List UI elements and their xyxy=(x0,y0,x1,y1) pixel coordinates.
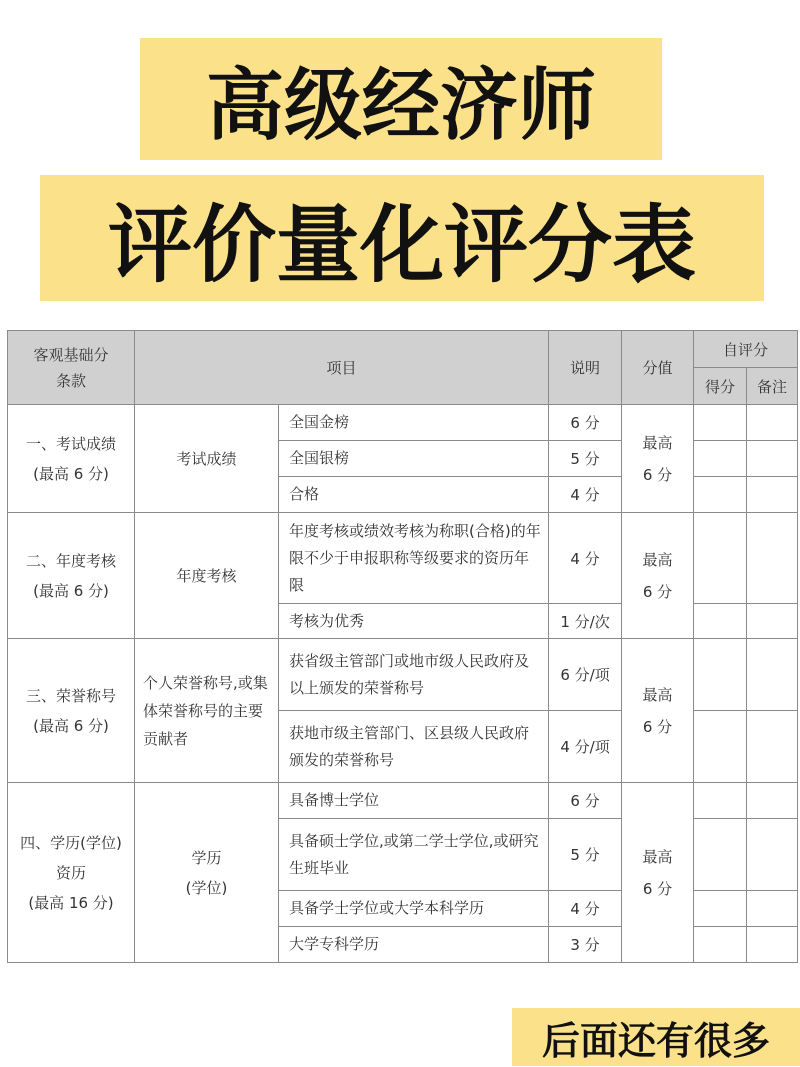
item-points: 4 分 xyxy=(549,477,622,513)
item-text: 考核为优秀 xyxy=(279,604,549,639)
item-text: 具备硕士学位,或第二学士学位,或研究生班毕业 xyxy=(279,819,549,891)
group-cell: 个人荣誉称号,或集体荣誉称号的主要贡献者 xyxy=(135,639,279,783)
max-score-cell: 最高 6 分 xyxy=(622,405,694,513)
group-cell: 学历 (学位) xyxy=(135,783,279,963)
self-score-cell[interactable] xyxy=(694,927,747,963)
remark-cell[interactable] xyxy=(747,513,798,604)
remark-cell[interactable] xyxy=(747,405,798,441)
header-clause: 客观基础分 条款 xyxy=(8,331,135,405)
remark-cell[interactable] xyxy=(747,783,798,819)
item-points: 4 分 xyxy=(549,891,622,927)
item-text: 获地市级主管部门、区县级人民政府颁发的荣誉称号 xyxy=(279,711,549,783)
item-points: 5 分 xyxy=(549,819,622,891)
self-score-cell[interactable] xyxy=(694,891,747,927)
item-text: 具备博士学位 xyxy=(279,783,549,819)
item-points: 6 分 xyxy=(549,405,622,441)
max-score-cell: 最高 6 分 xyxy=(622,783,694,963)
item-points: 6 分/项 xyxy=(549,639,622,711)
remark-cell[interactable] xyxy=(747,639,798,711)
item-points: 1 分/次 xyxy=(549,604,622,639)
max-score-cell: 最高 6 分 xyxy=(622,513,694,639)
header-desc: 说明 xyxy=(549,331,622,405)
footer-note: 后面还有很多 xyxy=(512,1008,800,1066)
self-score-cell[interactable] xyxy=(694,405,747,441)
category-cell: 一、考试成绩 (最高 6 分) xyxy=(8,405,135,513)
header-got-score: 得分 xyxy=(694,368,747,405)
scoring-table xyxy=(7,330,798,963)
remark-cell[interactable] xyxy=(747,891,798,927)
category-cell: 二、年度考核 (最高 6 分) xyxy=(8,513,135,639)
self-score-cell[interactable] xyxy=(694,819,747,891)
category-cell: 四、学历(学位) 资历 (最高 16 分) xyxy=(8,783,135,963)
header-item: 项目 xyxy=(135,331,549,405)
header-score: 分值 xyxy=(622,331,694,405)
item-points: 5 分 xyxy=(549,441,622,477)
item-text: 全国银榜 xyxy=(279,441,549,477)
self-score-cell[interactable] xyxy=(694,604,747,639)
group-cell: 年度考核 xyxy=(135,513,279,639)
remark-cell[interactable] xyxy=(747,819,798,891)
item-text: 合格 xyxy=(279,477,549,513)
item-text: 年度考核或绩效考核为称职(合格)的年限不少于申报职称等级要求的资历年限 xyxy=(279,513,549,604)
header-remark: 备注 xyxy=(747,368,798,405)
title-line-2: 评价量化评分表 xyxy=(40,175,764,301)
item-text: 获省级主管部门或地市级人民政府及以上颁发的荣誉称号 xyxy=(279,639,549,711)
remark-cell[interactable] xyxy=(747,477,798,513)
category-cell: 三、荣誉称号 (最高 6 分) xyxy=(8,639,135,783)
item-text: 大学专科学历 xyxy=(279,927,549,963)
max-score-cell: 最高 6 分 xyxy=(622,639,694,783)
remark-cell[interactable] xyxy=(747,441,798,477)
self-score-cell[interactable] xyxy=(694,783,747,819)
self-score-cell[interactable] xyxy=(694,639,747,711)
self-score-cell[interactable] xyxy=(694,477,747,513)
header-self-score: 自评分 xyxy=(694,331,798,368)
item-text: 具备学士学位或大学本科学历 xyxy=(279,891,549,927)
item-points: 4 分 xyxy=(549,513,622,604)
remark-cell[interactable] xyxy=(747,604,798,639)
item-points: 4 分/项 xyxy=(549,711,622,783)
title-line-1: 高级经济师 xyxy=(140,38,662,160)
item-points: 3 分 xyxy=(549,927,622,963)
item-text: 全国金榜 xyxy=(279,405,549,441)
remark-cell[interactable] xyxy=(747,927,798,963)
self-score-cell[interactable] xyxy=(694,441,747,477)
self-score-cell[interactable] xyxy=(694,711,747,783)
self-score-cell[interactable] xyxy=(694,513,747,604)
remark-cell[interactable] xyxy=(747,711,798,783)
item-points: 6 分 xyxy=(549,783,622,819)
group-cell: 考试成绩 xyxy=(135,405,279,513)
